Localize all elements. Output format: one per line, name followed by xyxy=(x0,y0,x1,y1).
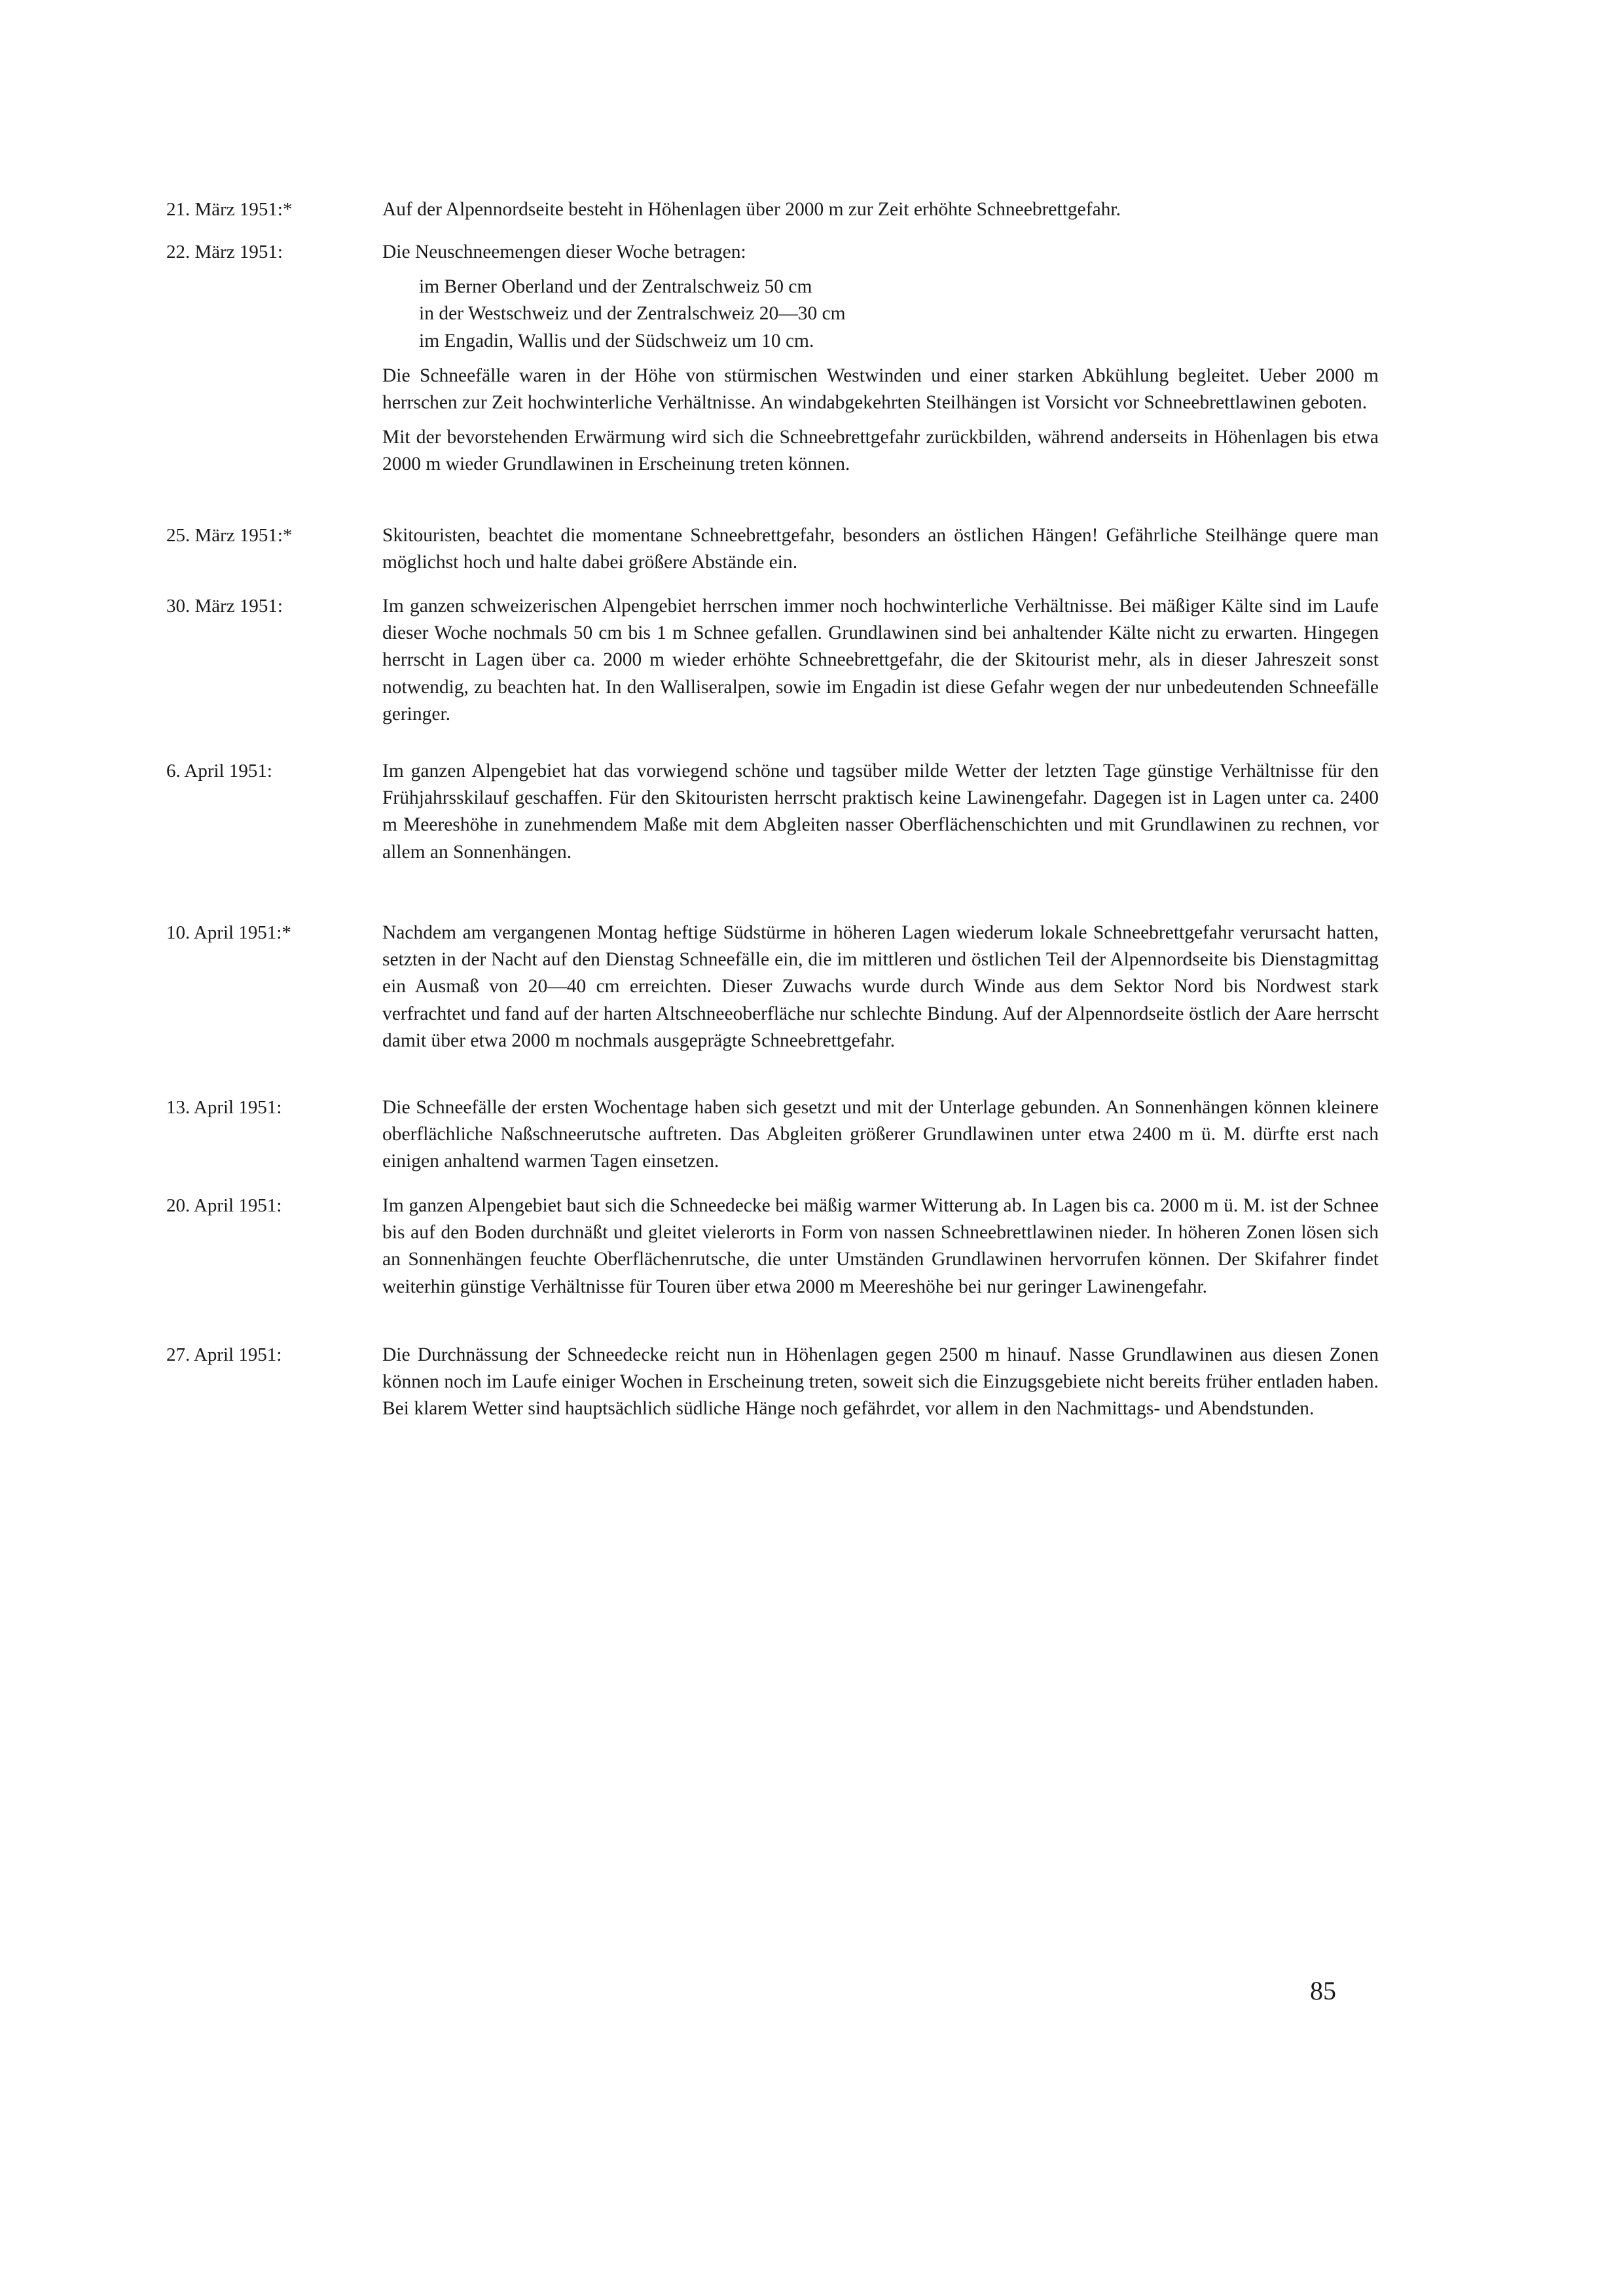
snowfall-list-item: im Berner Oberland und der Zentralschweiz 50 cm xyxy=(419,276,812,298)
snowfall-list xyxy=(419,274,1379,355)
entry-text: Die Durchnässung der Schneedecke reicht nun in Höhenlagen gegen 2500 m hinauf. Nasse Grundlawinen aus diesen Zonen können noch im Laufe einiger Wochen in Erscheinung treten, soweit sich die Einzugsgebiete nicht bereits früher entladen haben. Bei klarem Wetter sind hauptsächlich südliche Hänge noch gefährdet, vor allem in den Nachmittags- und Abendstunden. xyxy=(382,1344,1379,1420)
entry-date: 21. März 1951:* xyxy=(166,199,293,220)
entry-text: Nachdem am vergangenen Montag heftige Südstürme in höheren Lagen wiederum lokale Schneebrettgefahr verursacht hatten, setzten in der Nacht auf den Dienstag Schneefälle ein, die im mittleren und östlichen Teil der Alpennordseite bis Dienstagmittag ein Ausmaß von 20—40 cm erreichten. Dieser Zuwachs wurde durch Winde aus dem Sektor Nord bis Nordwest stark verfrachtet und fand auf der harten Altschneeoberfläche nur schlechte Bindung. Auf der Alpennordseite östlich der Aare herrscht damit über etwa 2000 m nochmals ausgeprägte Schneebrettgefahr. xyxy=(382,922,1379,1051)
entry-date: 13. April 1951: xyxy=(166,1097,282,1118)
entry-date: 25. März 1951:* xyxy=(166,525,293,546)
entry-date: 22. März 1951: xyxy=(166,242,283,262)
entry-text: Im ganzen Alpengebiet hat das vorwiegend schöne und tagsüber milde Wetter der letzten Tage günstige Verhältnisse für den Frühjahrsskilauf geschaffen. Für den Skitouristen herrscht praktisch keine Lawinengefahr. Dagegen ist in Lagen unter ca. 2400 m Meereshöhe in zunehmendem Maße mit dem Abgleiten nasser Oberflächenschichten und mit Grundlawinen zu rechnen, vor allem an Sonnenhängen. xyxy=(382,761,1379,863)
entry-text: Die Neuschneemengen dieser Woche betragen: xyxy=(382,242,746,262)
snowfall-list-item: in der Westschweiz und der Zentralschweiz 20—30 cm xyxy=(419,303,846,325)
entry-text: Mit der bevorstehenden Erwärmung wird sich die Schneebrettgefahr zurückbilden, während anderseits in Höhenlagen bis etwa 2000 m wieder Grundlawinen in Erscheinung treten können. xyxy=(382,427,1379,475)
page-number: 85 xyxy=(1310,1976,1336,2005)
bulletin-entry-30-maerz xyxy=(166,593,1379,728)
entry-text: Die Schneefälle waren in der Höhe von stürmischen Westwinden und einer starken Abkühlung begleitet. Ueber 2000 m herrschen zur Zeit hochwinterliche Verhältnisse. An windabgekehrten Steilhängen ist Vorsicht vor Schneebrettlawinen geboten. xyxy=(382,365,1379,414)
entry-text: Im ganzen Alpengebiet baut sich die Schneedecke bei mäßig warmer Witterung ab. In Lagen bis ca. 2000 m ü. M. ist der Schnee bis auf den Boden durchnäßt und gleitet vielerorts in Form von nassen Schneebrettlawinen nieder. In höheren Zonen lösen sich an Sonnenhängen feuchte Oberflächenrutsche, die unter Umständen Grundlawinen hervorrufen können. Der Skifahrer findet weiterhin günstige Verhältnisse für Touren über etwa 2000 m Meereshöhe bei nur geringer Lawinengefahr. xyxy=(382,1195,1379,1297)
snowfall-list-item: im Engadin, Wallis und der Südschweiz um 10 cm. xyxy=(419,330,814,351)
bulletin-entry-13-april xyxy=(166,1094,1379,1175)
bulletin-entry-27-april xyxy=(166,1342,1379,1423)
entry-date: 20. April 1951: xyxy=(166,1195,282,1216)
bulletin-entry-22-maerz xyxy=(166,239,1379,478)
entry-text: Auf der Alpennordseite besteht in Höhenlagen über 2000 m zur Zeit erhöhte Schneebrettgefahr. xyxy=(382,199,1121,220)
bulletin-entry-21-maerz xyxy=(166,196,1379,223)
bulletin-entry-6-april xyxy=(166,758,1379,866)
entry-text: Im ganzen schweizerischen Alpengebiet herrschen immer noch hochwinterliche Verhältnisse. Bei mäßiger Kälte sind im Laufe dieser Woche nochmals 50 cm bis 1 m Schnee gefallen. Grundlawinen sind bei anhaltender Kälte nicht zu erwarten. Hingegen herrscht in Lagen über ca. 2000 m wieder erhöhte Schneebrettgefahr, die der Skitourist mehr, als in dieser Jahreszeit sonst notwendig, zu beachten hat. In den Walliseralpen, sowie im Engadin ist diese Gefahr wegen der nur unbedeutenden Schneefälle geringer. xyxy=(382,596,1379,725)
entry-text: Die Schneefälle der ersten Wochentage haben sich gesetzt und mit der Unterlage gebunden. An Sonnenhängen können kleinere oberflächliche Naßschneerutsche auftreten. Das Abgleiten größerer Grundlawinen unter etwa 2400 m ü. M. dürfte erst nach einigen anhaltend warmen Tagen einsetzen. xyxy=(382,1097,1379,1172)
entry-date: 30. März 1951: xyxy=(166,596,283,617)
bulletin-entry-25-maerz xyxy=(166,522,1379,576)
bulletin-entry-10-april xyxy=(166,920,1379,1054)
entry-date: 10. April 1951:* xyxy=(166,922,291,943)
entry-date: 6. April 1951: xyxy=(166,761,272,781)
entry-text: Skitouristen, beachtet die momentane Schneebrettgefahr, besonders an östlichen Hängen! Gefährliche Steilhänge quere man möglichst hoch und halte dabei größere Abstände ein. xyxy=(382,525,1379,573)
entry-date: 27. April 1951: xyxy=(166,1344,282,1365)
bulletin-entry-20-april xyxy=(166,1193,1379,1300)
